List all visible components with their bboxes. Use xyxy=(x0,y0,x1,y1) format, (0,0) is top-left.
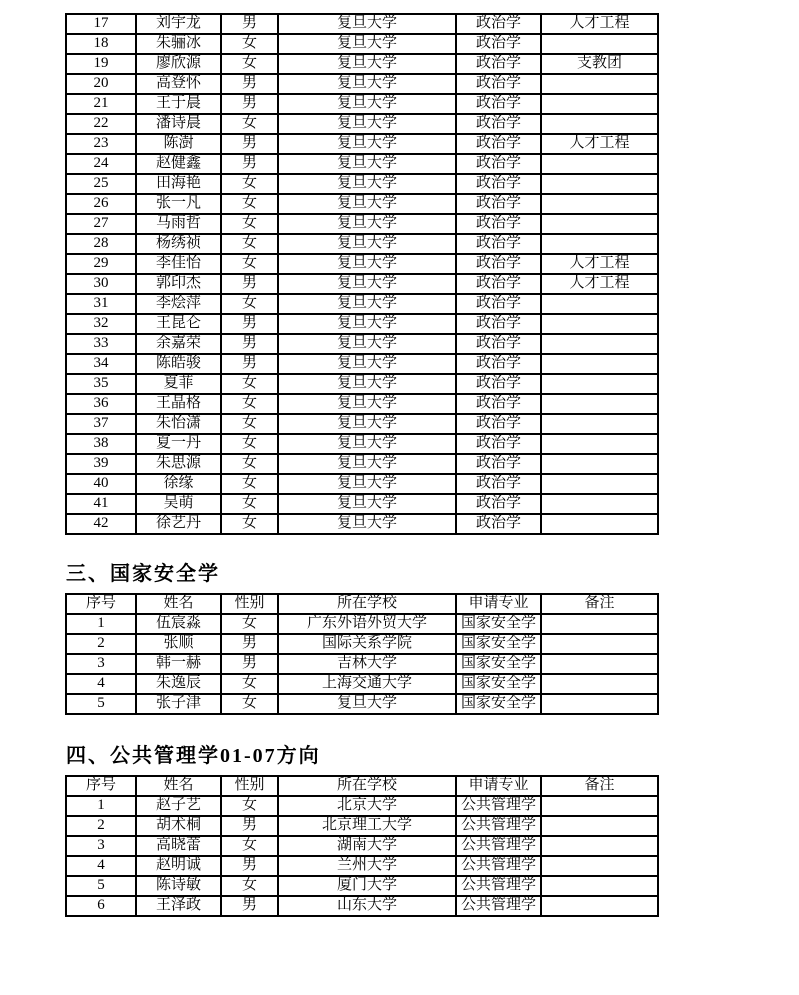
table-cell xyxy=(541,674,658,694)
table-cell: 女 xyxy=(221,414,278,434)
table-cell: 公共管理学 xyxy=(456,816,541,836)
table-cell: 政治学 xyxy=(456,274,541,294)
table-cell xyxy=(541,876,658,896)
table-cell: 上海交通大学 xyxy=(278,674,456,694)
table-cell: 37 xyxy=(66,414,136,434)
table-cell: 刘宇龙 xyxy=(136,14,221,34)
table-row xyxy=(66,414,658,434)
table-cell: 复旦大学 xyxy=(278,254,456,274)
table-row xyxy=(66,34,658,54)
table-cell: 夏一丹 xyxy=(136,434,221,454)
table-row xyxy=(66,454,658,474)
table-cell xyxy=(541,194,658,214)
table-cell: 男 xyxy=(221,354,278,374)
table-cell: 王于晨 xyxy=(136,94,221,114)
table-cell: 女 xyxy=(221,194,278,214)
table-cell: 5 xyxy=(66,694,136,714)
table-cell: 19 xyxy=(66,54,136,74)
table-cell: 3 xyxy=(66,654,136,674)
table-cell: 复旦大学 xyxy=(278,274,456,294)
table-cell: 22 xyxy=(66,114,136,134)
table-cell xyxy=(541,394,658,414)
table-cell: 1 xyxy=(66,614,136,634)
table-cell: 男 xyxy=(221,334,278,354)
table-cell xyxy=(541,434,658,454)
table-cell: 女 xyxy=(221,514,278,534)
table-cell: 复旦大学 xyxy=(278,34,456,54)
table-cell: 国家安全学 xyxy=(456,694,541,714)
table-cell: 32 xyxy=(66,314,136,334)
column-header: 序号 xyxy=(66,594,136,614)
table-cell: 复旦大学 xyxy=(278,394,456,414)
table-cell: 4 xyxy=(66,856,136,876)
table-cell: 男 xyxy=(221,314,278,334)
table-cell xyxy=(541,694,658,714)
table-row xyxy=(66,214,658,234)
table-cell: 女 xyxy=(221,394,278,414)
table-cell: 夏菲 xyxy=(136,374,221,394)
table-cell xyxy=(541,474,658,494)
table-cell xyxy=(541,34,658,54)
table-cell: 政治学 xyxy=(456,354,541,374)
table-cell: 人才工程 xyxy=(541,14,658,34)
table-cell: 复旦大学 xyxy=(278,294,456,314)
table-cell xyxy=(541,174,658,194)
table-cell: 40 xyxy=(66,474,136,494)
table-row xyxy=(66,896,658,916)
table-cell: 政治学 xyxy=(456,194,541,214)
table-cell: 李烩萍 xyxy=(136,294,221,314)
table-cell xyxy=(541,494,658,514)
table-cell: 政治学 xyxy=(456,294,541,314)
header-row xyxy=(66,776,658,796)
table-cell: 朱思源 xyxy=(136,454,221,474)
table-row xyxy=(66,354,658,374)
table-cell: 女 xyxy=(221,34,278,54)
table-cell: 政治学 xyxy=(456,114,541,134)
table-cell: 27 xyxy=(66,214,136,234)
table-cell: 男 xyxy=(221,856,278,876)
table-row xyxy=(66,234,658,254)
table-cell: 朱怡潇 xyxy=(136,414,221,434)
table-cell: 男 xyxy=(221,896,278,916)
table-cell: 张一凡 xyxy=(136,194,221,214)
table-cell: 厦门大学 xyxy=(278,876,456,896)
table-cell: 女 xyxy=(221,494,278,514)
table-cell: 湖南大学 xyxy=(278,836,456,856)
table-cell: 复旦大学 xyxy=(278,514,456,534)
table-cell: 张子津 xyxy=(136,694,221,714)
table-cell: 25 xyxy=(66,174,136,194)
table-cell: 17 xyxy=(66,14,136,34)
table-cell: 18 xyxy=(66,34,136,54)
table-row xyxy=(66,474,658,494)
table-cell xyxy=(541,614,658,634)
table-cell: 女 xyxy=(221,114,278,134)
table-cell xyxy=(541,294,658,314)
table-cell: 国家安全学 xyxy=(456,674,541,694)
table-cell: 高登怀 xyxy=(136,74,221,94)
table-cell: 2 xyxy=(66,634,136,654)
column-header: 姓名 xyxy=(136,776,221,796)
table-row xyxy=(66,154,658,174)
table-cell: 28 xyxy=(66,234,136,254)
table-cell xyxy=(541,314,658,334)
table-cell: 女 xyxy=(221,434,278,454)
table-cell xyxy=(541,234,658,254)
table-cell: 女 xyxy=(221,796,278,816)
table-cell: 女 xyxy=(221,254,278,274)
table-cell: 人才工程 xyxy=(541,134,658,154)
table-cell: 李佳怡 xyxy=(136,254,221,274)
table-cell: 政治学 xyxy=(456,514,541,534)
table-cell: 男 xyxy=(221,274,278,294)
table-cell: 35 xyxy=(66,374,136,394)
table-cell: 政治学 xyxy=(456,434,541,454)
table-cell: 34 xyxy=(66,354,136,374)
national-security-table-body xyxy=(66,614,658,714)
table-cell: 朱逸辰 xyxy=(136,674,221,694)
table-cell: 郭印杰 xyxy=(136,274,221,294)
table-cell: 政治学 xyxy=(456,54,541,74)
table-cell: 30 xyxy=(66,274,136,294)
column-header: 所在学校 xyxy=(278,594,456,614)
table-row xyxy=(66,274,658,294)
column-header: 性别 xyxy=(221,594,278,614)
table-cell: 政治学 xyxy=(456,214,541,234)
public-admin-table xyxy=(65,775,659,917)
table-cell: 马雨哲 xyxy=(136,214,221,234)
table-cell: 男 xyxy=(221,14,278,34)
table-cell: 陈澍 xyxy=(136,134,221,154)
table-cell xyxy=(541,796,658,816)
public-admin-table-header xyxy=(66,776,658,796)
table-cell: 复旦大学 xyxy=(278,234,456,254)
table-cell: 徐艺丹 xyxy=(136,514,221,534)
table-cell: 复旦大学 xyxy=(278,214,456,234)
table-cell xyxy=(541,836,658,856)
table-cell: 王泽政 xyxy=(136,896,221,916)
table-cell: 36 xyxy=(66,394,136,414)
table-cell: 男 xyxy=(221,134,278,154)
table-row xyxy=(66,374,658,394)
table-cell: 韩一赫 xyxy=(136,654,221,674)
table-cell: 政治学 xyxy=(456,394,541,414)
table-cell: 政治学 xyxy=(456,414,541,434)
table-row xyxy=(66,514,658,534)
table-cell xyxy=(541,856,658,876)
table-cell: 复旦大学 xyxy=(278,94,456,114)
table-cell xyxy=(541,334,658,354)
section-heading-public-admin: 四、公共管理学01-07方向 xyxy=(66,745,321,767)
table-cell: 公共管理学 xyxy=(456,856,541,876)
table-cell: 24 xyxy=(66,154,136,174)
table-cell: 赵明诚 xyxy=(136,856,221,876)
table-cell: 男 xyxy=(221,634,278,654)
table-cell: 政治学 xyxy=(456,154,541,174)
table-cell: 胡术桐 xyxy=(136,816,221,836)
table-cell: 复旦大学 xyxy=(278,454,456,474)
column-header: 申请专业 xyxy=(456,776,541,796)
table-cell: 复旦大学 xyxy=(278,434,456,454)
table-cell: 公共管理学 xyxy=(456,876,541,896)
table-cell: 政治学 xyxy=(456,94,541,114)
table-cell: 29 xyxy=(66,254,136,274)
table-row xyxy=(66,314,658,334)
table-cell xyxy=(541,454,658,474)
table-row xyxy=(66,654,658,674)
table-cell: 陈皓骏 xyxy=(136,354,221,374)
table-cell: 女 xyxy=(221,876,278,896)
table-cell xyxy=(541,816,658,836)
table-cell: 2 xyxy=(66,816,136,836)
table-cell: 吴萌 xyxy=(136,494,221,514)
table-cell: 38 xyxy=(66,434,136,454)
table-cell: 4 xyxy=(66,674,136,694)
table-cell: 26 xyxy=(66,194,136,214)
table-row xyxy=(66,494,658,514)
table-cell: 朱骊冰 xyxy=(136,34,221,54)
table-cell: 政治学 xyxy=(456,334,541,354)
table-row xyxy=(66,694,658,714)
table-row xyxy=(66,294,658,314)
table-cell: 5 xyxy=(66,876,136,896)
table-cell: 复旦大学 xyxy=(278,414,456,434)
table-cell: 政治学 xyxy=(456,454,541,474)
table-cell xyxy=(541,896,658,916)
table-cell: 政治学 xyxy=(456,234,541,254)
table-cell: 政治学 xyxy=(456,374,541,394)
table-cell: 复旦大学 xyxy=(278,54,456,74)
table-cell: 6 xyxy=(66,896,136,916)
table-cell: 23 xyxy=(66,134,136,154)
table-cell xyxy=(541,634,658,654)
table-cell: 女 xyxy=(221,674,278,694)
table-cell: 政治学 xyxy=(456,34,541,54)
table-cell: 女 xyxy=(221,836,278,856)
public-admin-table-body xyxy=(66,796,658,916)
table-cell: 政治学 xyxy=(456,174,541,194)
table-cell: 支教团 xyxy=(541,54,658,74)
table-cell: 复旦大学 xyxy=(278,154,456,174)
column-header: 备注 xyxy=(541,776,658,796)
table-cell: 男 xyxy=(221,94,278,114)
table-cell: 公共管理学 xyxy=(456,796,541,816)
table-cell: 复旦大学 xyxy=(278,194,456,214)
column-header: 姓名 xyxy=(136,594,221,614)
table-cell: 公共管理学 xyxy=(456,896,541,916)
table-row xyxy=(66,254,658,274)
table-row xyxy=(66,856,658,876)
section-heading-national-security: 三、国家安全学 xyxy=(66,563,220,585)
table-cell: 政治学 xyxy=(456,134,541,154)
column-header: 所在学校 xyxy=(278,776,456,796)
table-cell: 国家安全学 xyxy=(456,654,541,674)
column-header: 申请专业 xyxy=(456,594,541,614)
politics-roster-table xyxy=(65,13,659,535)
column-header: 备注 xyxy=(541,594,658,614)
table-row xyxy=(66,614,658,634)
table-cell: 吉林大学 xyxy=(278,654,456,674)
table-cell: 女 xyxy=(221,294,278,314)
table-cell xyxy=(541,374,658,394)
table-cell: 复旦大学 xyxy=(278,74,456,94)
table-cell: 女 xyxy=(221,694,278,714)
table-cell: 女 xyxy=(221,454,278,474)
table-cell: 男 xyxy=(221,74,278,94)
table-cell: 男 xyxy=(221,154,278,174)
table-cell: 女 xyxy=(221,474,278,494)
table-cell: 1 xyxy=(66,796,136,816)
table-cell: 伍宸淼 xyxy=(136,614,221,634)
table-cell: 北京理工大学 xyxy=(278,816,456,836)
table-row xyxy=(66,836,658,856)
table-cell: 国际关系学院 xyxy=(278,634,456,654)
politics-roster-body xyxy=(66,14,658,534)
table-cell: 人才工程 xyxy=(541,254,658,274)
table-cell xyxy=(541,354,658,374)
table-cell: 潘诗晨 xyxy=(136,114,221,134)
table-cell xyxy=(541,74,658,94)
table-cell: 21 xyxy=(66,94,136,114)
table-cell: 杨绣祯 xyxy=(136,234,221,254)
table-cell: 政治学 xyxy=(456,494,541,514)
table-cell: 政治学 xyxy=(456,314,541,334)
table-cell xyxy=(541,414,658,434)
table-row xyxy=(66,114,658,134)
table-cell xyxy=(541,114,658,134)
table-row xyxy=(66,54,658,74)
table-row xyxy=(66,394,658,414)
table-cell xyxy=(541,154,658,174)
table-row xyxy=(66,876,658,896)
table-cell: 女 xyxy=(221,374,278,394)
table-cell: 复旦大学 xyxy=(278,14,456,34)
table-cell: 余嘉荣 xyxy=(136,334,221,354)
table-cell: 31 xyxy=(66,294,136,314)
table-cell: 复旦大学 xyxy=(278,174,456,194)
table-cell: 男 xyxy=(221,816,278,836)
table-cell: 田海艳 xyxy=(136,174,221,194)
table-cell: 政治学 xyxy=(456,474,541,494)
column-header: 序号 xyxy=(66,776,136,796)
table-cell: 女 xyxy=(221,234,278,254)
table-cell: 公共管理学 xyxy=(456,836,541,856)
table-cell: 42 xyxy=(66,514,136,534)
table-cell: 山东大学 xyxy=(278,896,456,916)
table-cell: 政治学 xyxy=(456,254,541,274)
table-cell: 复旦大学 xyxy=(278,374,456,394)
table-cell: 高晓蕾 xyxy=(136,836,221,856)
table-cell: 北京大学 xyxy=(278,796,456,816)
table-cell: 复旦大学 xyxy=(278,494,456,514)
table-cell: 复旦大学 xyxy=(278,694,456,714)
table-row xyxy=(66,796,658,816)
table-row xyxy=(66,94,658,114)
table-cell: 39 xyxy=(66,454,136,474)
national-security-table-header xyxy=(66,594,658,614)
table-cell: 33 xyxy=(66,334,136,354)
table-row xyxy=(66,194,658,214)
table-row xyxy=(66,134,658,154)
table-cell xyxy=(541,94,658,114)
table-cell: 政治学 xyxy=(456,74,541,94)
table-row xyxy=(66,334,658,354)
table-cell: 女 xyxy=(221,614,278,634)
table-cell: 男 xyxy=(221,654,278,674)
table-cell: 20 xyxy=(66,74,136,94)
table-cell xyxy=(541,654,658,674)
table-cell: 廖欣源 xyxy=(136,54,221,74)
national-security-table xyxy=(65,593,659,715)
table-cell: 复旦大学 xyxy=(278,354,456,374)
table-cell: 赵健鑫 xyxy=(136,154,221,174)
table-row xyxy=(66,74,658,94)
table-cell: 广东外语外贸大学 xyxy=(278,614,456,634)
table-row xyxy=(66,816,658,836)
table-cell: 复旦大学 xyxy=(278,314,456,334)
table-cell: 政治学 xyxy=(456,14,541,34)
table-cell: 女 xyxy=(221,54,278,74)
table-cell: 国家安全学 xyxy=(456,634,541,654)
table-cell: 赵子艺 xyxy=(136,796,221,816)
table-cell: 复旦大学 xyxy=(278,474,456,494)
table-cell: 陈诗敏 xyxy=(136,876,221,896)
table-row xyxy=(66,434,658,454)
column-header: 性别 xyxy=(221,776,278,796)
table-cell: 张顺 xyxy=(136,634,221,654)
table-cell: 复旦大学 xyxy=(278,134,456,154)
table-cell: 41 xyxy=(66,494,136,514)
table-cell: 复旦大学 xyxy=(278,114,456,134)
table-cell: 王晶格 xyxy=(136,394,221,414)
table-row xyxy=(66,634,658,654)
table-cell: 女 xyxy=(221,174,278,194)
header-row xyxy=(66,594,658,614)
table-cell: 女 xyxy=(221,214,278,234)
table-row xyxy=(66,14,658,34)
table-cell: 人才工程 xyxy=(541,274,658,294)
table-row xyxy=(66,674,658,694)
table-cell: 复旦大学 xyxy=(278,334,456,354)
table-cell: 国家安全学 xyxy=(456,614,541,634)
table-cell: 王昆仑 xyxy=(136,314,221,334)
table-cell xyxy=(541,514,658,534)
table-cell: 徐缘 xyxy=(136,474,221,494)
table-cell xyxy=(541,214,658,234)
table-row xyxy=(66,174,658,194)
table-cell: 兰州大学 xyxy=(278,856,456,876)
table-cell: 3 xyxy=(66,836,136,856)
